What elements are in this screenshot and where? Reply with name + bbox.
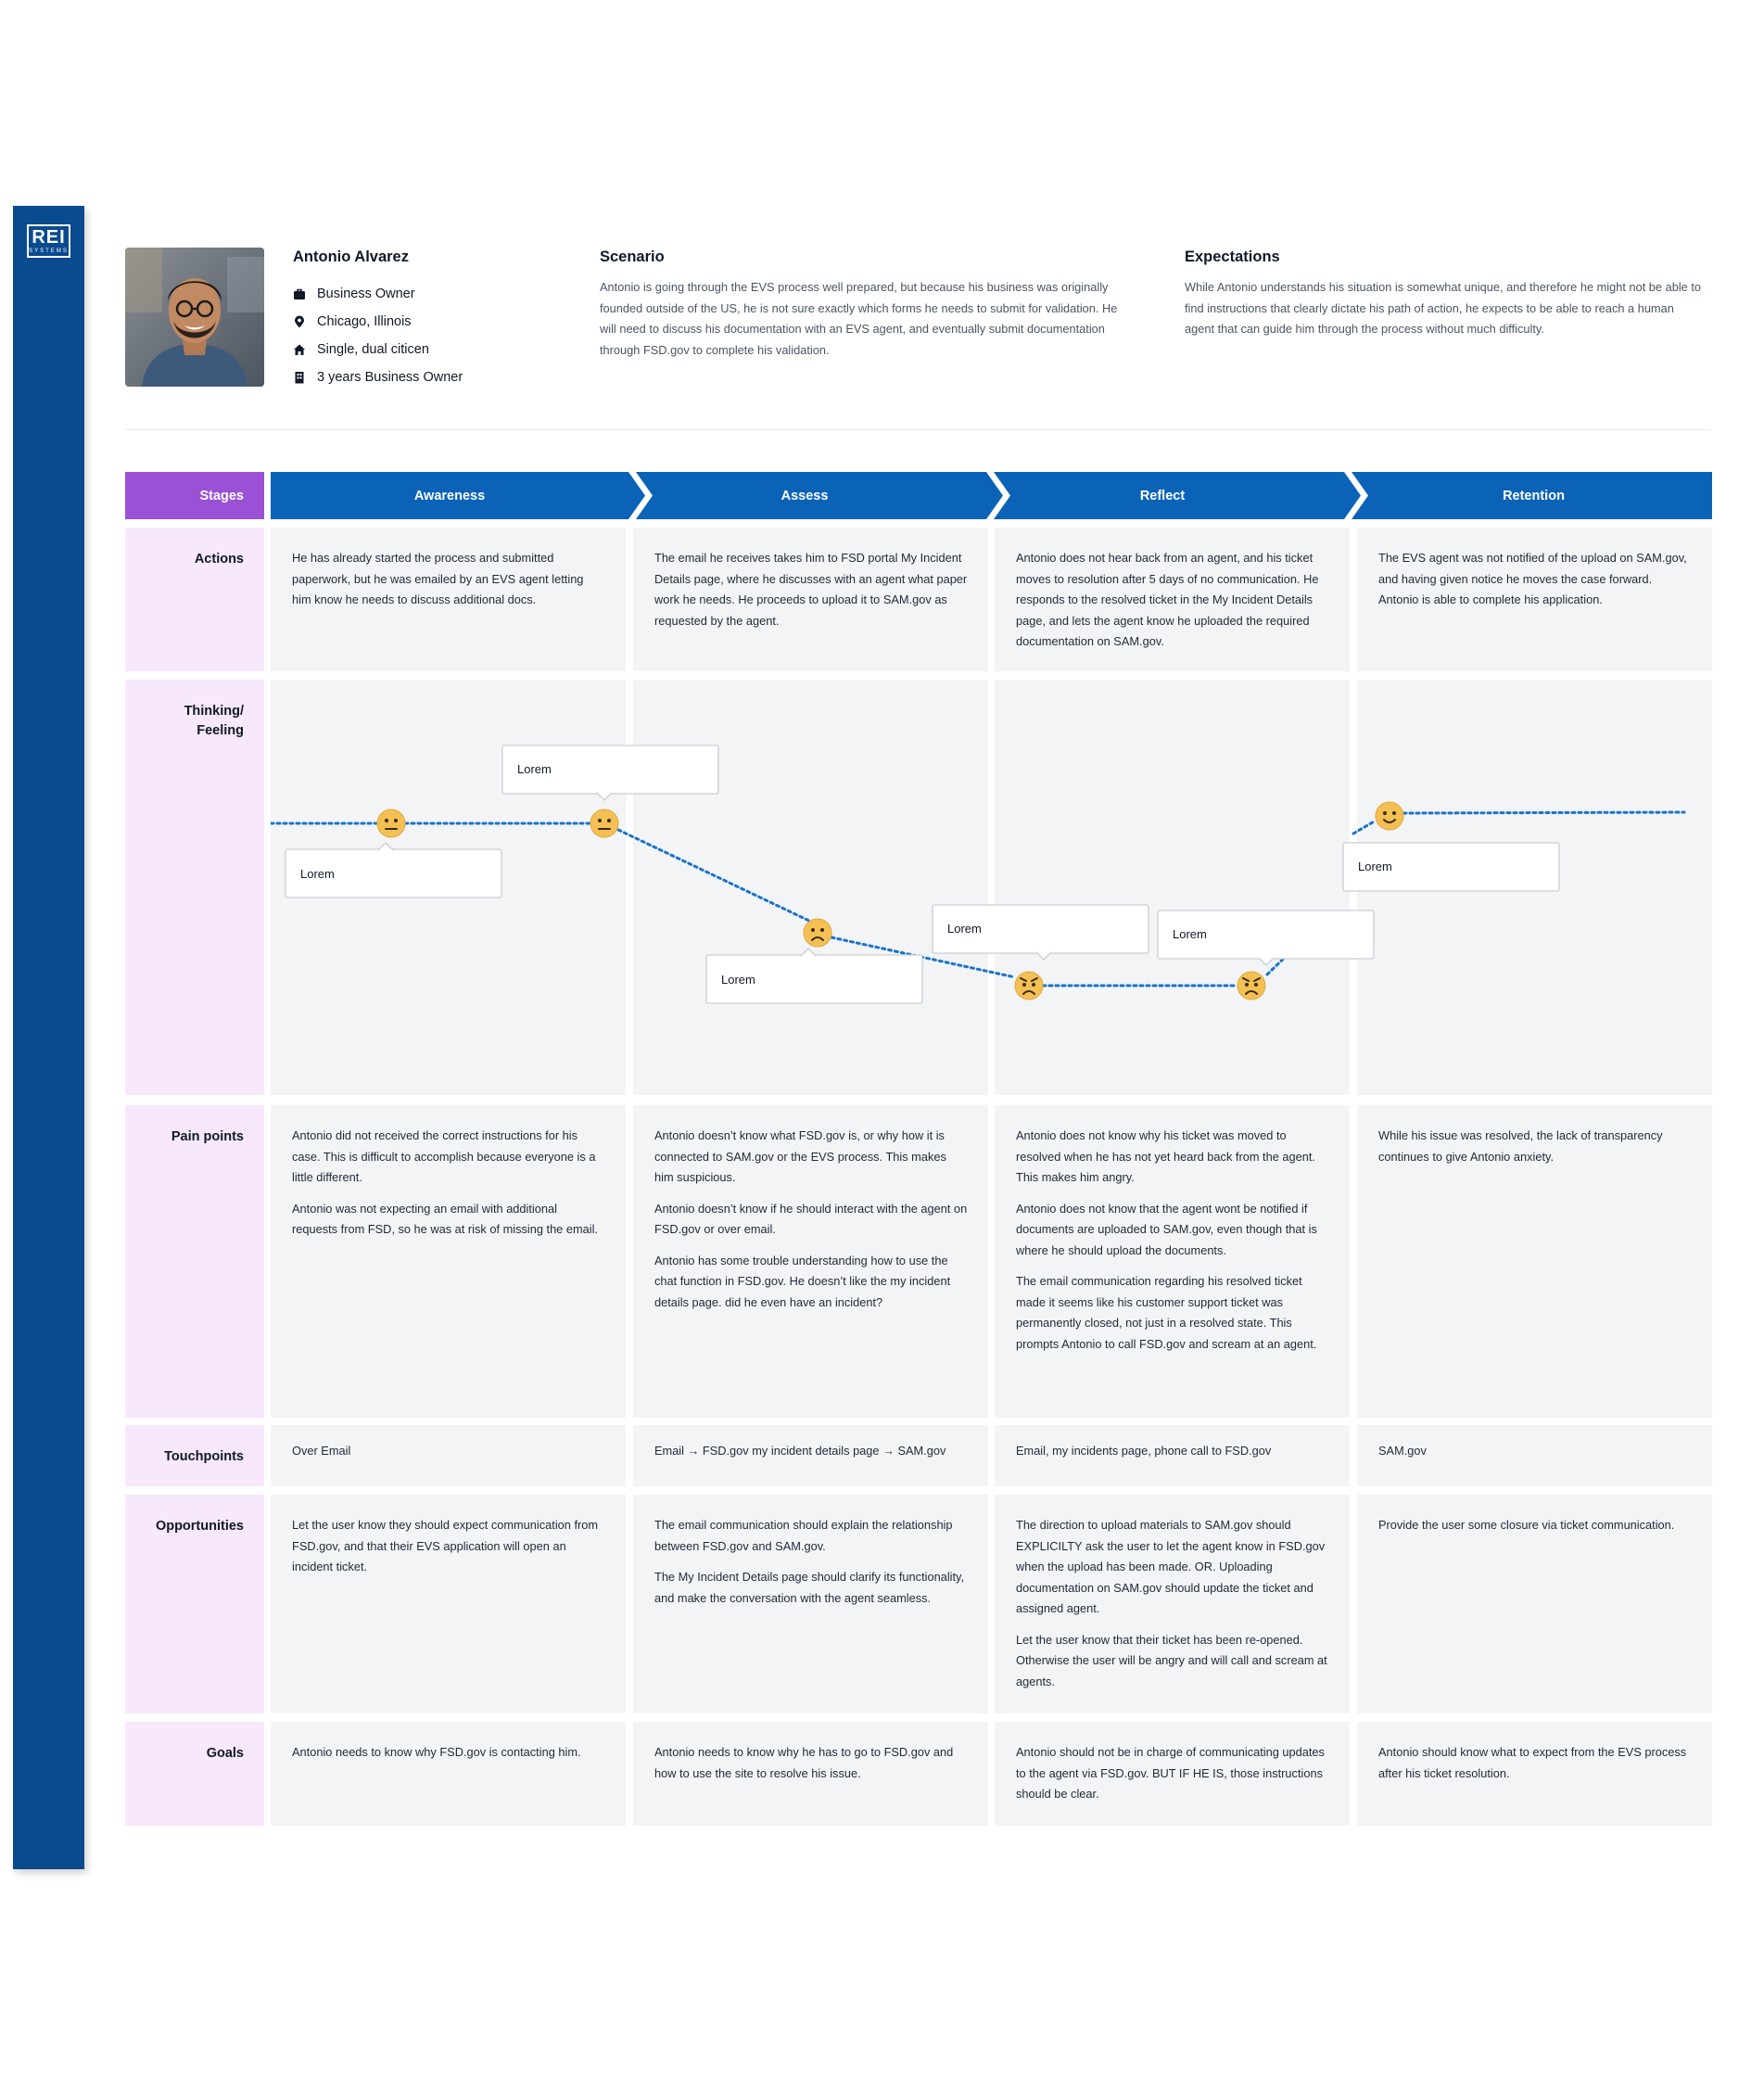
cell-text: Antonio should not be in charge of communicating updates to the agent via FSD.gov. BUT IF HE IS, those instructions should be clear. [1016,1745,1325,1801]
emotion-bubble-text: Lorem [300,867,335,881]
logo-mark: REI [32,226,66,248]
goals-cell-awareness [271,1722,626,1826]
emotion-bubble-text: Lorem [947,922,982,936]
row-label-goals: Goals [125,1722,264,1826]
persona-fact [293,308,463,336]
row-label-actions: Actions [125,528,264,671]
row-label-pain-points: Pain points [125,1105,264,1418]
touchpoints-cell-retention [1357,1425,1712,1486]
cell-text: The email he receives takes him to FSD portal My Incident Details page, where he discusses with an agent what paper work he needs. He proceeds to upload it to SAM.gov as requested by the agent. [654,551,968,628]
cell-text: Let the user know that their ticket has been re-opened. Otherwise the user will be angry and will call and scream at agents. [1016,1632,1327,1688]
cell-text: Antonio does not know why his ticket was moved to resolved when he has not yet heard back from the agent. This makes him angry. [1016,1128,1315,1184]
pain-points-cell-reflect [995,1105,1350,1418]
emotion-bubble-text: Lorem [721,973,755,987]
stage-awareness: Awareness [413,488,486,503]
persona-fact [293,336,463,363]
happy-face-icon [1376,802,1403,830]
row-label-opportunities: Opportunities [125,1495,264,1713]
persona-name: Antonio Alvarez [293,248,409,265]
actions-cell-assess [633,528,988,671]
emotion-bubble [706,949,922,1003]
emotion-journey-graph [271,680,1712,1095]
cell-text: The email communication should explain the relationship between FSD.gov and SAM.gov. [654,1518,953,1553]
cell-text: Antonio has some trouble understanding how to use the chat function in FSD.gov. He doesn’t like the my incident details page. did he even have an incident? [654,1253,951,1309]
touchpoints-cell-reflect [995,1425,1350,1486]
sidebar [13,206,84,1869]
persona-fact-text: 3 years Business Owner [317,370,463,385]
pain-points-cell-assess [633,1105,988,1418]
cell-text: Antonio was not expecting an email with additional requests from FSD, so he was at risk of missing the email. [292,1201,598,1236]
emotion-bubble [1343,843,1559,891]
goals-cell-retention [1357,1722,1712,1826]
touchpoints-cell-assess [633,1425,988,1486]
cell-text: Antonio needs to know why FSD.gov is contacting him. [292,1745,581,1759]
persona-fact [293,363,463,391]
stages-label: Stages [125,472,264,519]
emotion-bubble-text: Lorem [1173,927,1207,941]
cell-text: Antonio needs to know why he has to go to FSD.gov and how to use the site to resolve his issue. [654,1745,954,1780]
row-label-touchpoints: Touchpoints [125,1425,264,1486]
row-label-thinking-feeling [125,680,264,1095]
emotion-journey-line [271,812,1684,986]
building-icon [293,371,306,384]
actions-cell-reflect [995,528,1350,671]
logo-subtitle: SYSTEMS [29,248,69,254]
opportunities-cell-awareness [271,1495,626,1713]
emotion-bubble [1158,911,1374,965]
cell-text: Email, my incidents page, phone call to FSD.gov [1016,1443,1272,1458]
rei-systems-logo [27,224,70,258]
opportunities-cell-assess [633,1495,988,1713]
cell-text: Antonio should know what to expect from the EVS process after his ticket resolution. [1378,1745,1687,1780]
cell-text: Antonio did not received the correct instructions for his case. This is difficult to accomplish because everyone is a little different. [292,1128,596,1184]
cell-text: Antonio does not hear back from an agent, and his ticket moves to resolution after 5 days of no communication. He responds to the resolved ticket in the My Incident Details page, and lets the agent know he uploaded the required documentation on SAM.gov. [1016,551,1319,648]
emotion-bubble [502,745,718,800]
touchpoints-cell-awareness [271,1425,626,1486]
cell-text: SAM.gov [1378,1443,1427,1458]
cell-text: Antonio does not know that the agent wont be notified if documents are uploaded to SAM.gov, even though that is where he should upload the documents. [1016,1201,1317,1257]
map-pin-icon [293,315,306,328]
persona-fact [293,280,463,308]
cell-text: While his issue was resolved, the lack of transparency continues to give Antonio anxiety. [1378,1128,1663,1164]
persona-facts [293,280,463,391]
angry-face-icon [1015,972,1043,1000]
persona-fact-text: Single, dual citicen [317,342,429,357]
home-icon [293,343,306,356]
persona-photo-image [125,248,264,387]
cell-text: Provide the user some closure via ticket communication. [1378,1518,1675,1532]
emotion-bubble [933,905,1149,960]
actions-cell-awareness [271,528,626,671]
pain-points-cell-awareness [271,1105,626,1418]
opportunities-cell-reflect [995,1495,1350,1713]
emotion-bubble [286,843,501,898]
cell-text: He has already started the process and submitted paperwork, but he was emailed by an EVS agent letting him know he needs to discuss additional docs. [292,551,584,606]
cell-text: Let the user know they should expect communication from FSD.gov, and that their EVS application will open an incident ticket. [292,1518,599,1573]
goals-cell-assess [633,1722,988,1826]
cell-text: Antonio doesn’t know if he should interact with the agent on FSD.gov or over email. [654,1201,968,1236]
cell-text: The direction to upload materials to SAM.gov should EXPLICILTY ask the user to let the agent know in FSD.gov when the upload has been made. OR. Uploading documentation on SAM.gov should update the ticket and assigned agent. [1016,1518,1326,1615]
cell-text: Antonio doesn’t know what FSD.gov is, or why how it is connected to SAM.gov or the EVS process. This makes him suspicious. [654,1128,946,1184]
cell-text: The EVS agent was not notified of the upload on SAM.gov, and having given notice he moves the case forward. Antonio is able to complete his application. [1378,551,1687,606]
expectations-title: Expectations [1185,248,1280,265]
persona-fact-text: Business Owner [317,287,415,301]
angry-face-icon [1237,972,1265,1000]
goals-cell-reflect [995,1722,1350,1826]
persona-photo [125,248,264,387]
stage-assess: Assess [780,488,829,503]
opportunities-cell-retention [1357,1495,1712,1713]
cell-text: Over Email [292,1443,351,1458]
briefcase-icon [293,287,306,300]
row-label-line: Thinking/ [184,704,244,719]
stage-reflect: Reflect [1139,488,1186,503]
sad-face-icon [804,919,831,947]
row-label-line: Feeling [197,723,244,738]
neutral-face-icon [590,809,618,837]
cell-text: The email communication regarding his resolved ticket made it seems like his customer support ticket was permanently closed, not just in a resolved state. This prompts Antonio to call FSD.gov and scream at an agent. [1016,1274,1317,1351]
pain-points-cell-retention [1357,1105,1712,1418]
actions-cell-retention [1357,528,1712,671]
scenario-title: Scenario [600,248,665,265]
stage-retention: Retention [1503,488,1565,503]
cell-text: Email → FSD.gov my incident details page → SAM.gov [654,1443,946,1458]
section-divider [125,429,1711,430]
scenario-text: Antonio is going through the EVS process well prepared, but because his business was originally founded outside of the US, he is not sure exactly which forms he needs to submit for validation. He will need to discuss his documentation with an EVS agent, and eventually submit documentation through FSD.gov to complete his validation. [600,280,1118,358]
cell-text: The My Incident Details page should clarify its functionality, and make the conversation with the agent seamless. [654,1570,965,1605]
emotion-bubble-text: Lorem [1358,860,1392,873]
neutral-face-icon [377,809,405,837]
expectations-text: While Antonio understands his situation is somewhat unique, and therefore he might not be able to find instructions that clearly dictate his path of action, he expects to be able to reach a human agent that can guide him through the process without much difficulty. [1185,280,1702,337]
persona-fact-text: Chicago, Illinois [317,314,412,329]
emotion-bubble-text: Lorem [517,762,552,776]
